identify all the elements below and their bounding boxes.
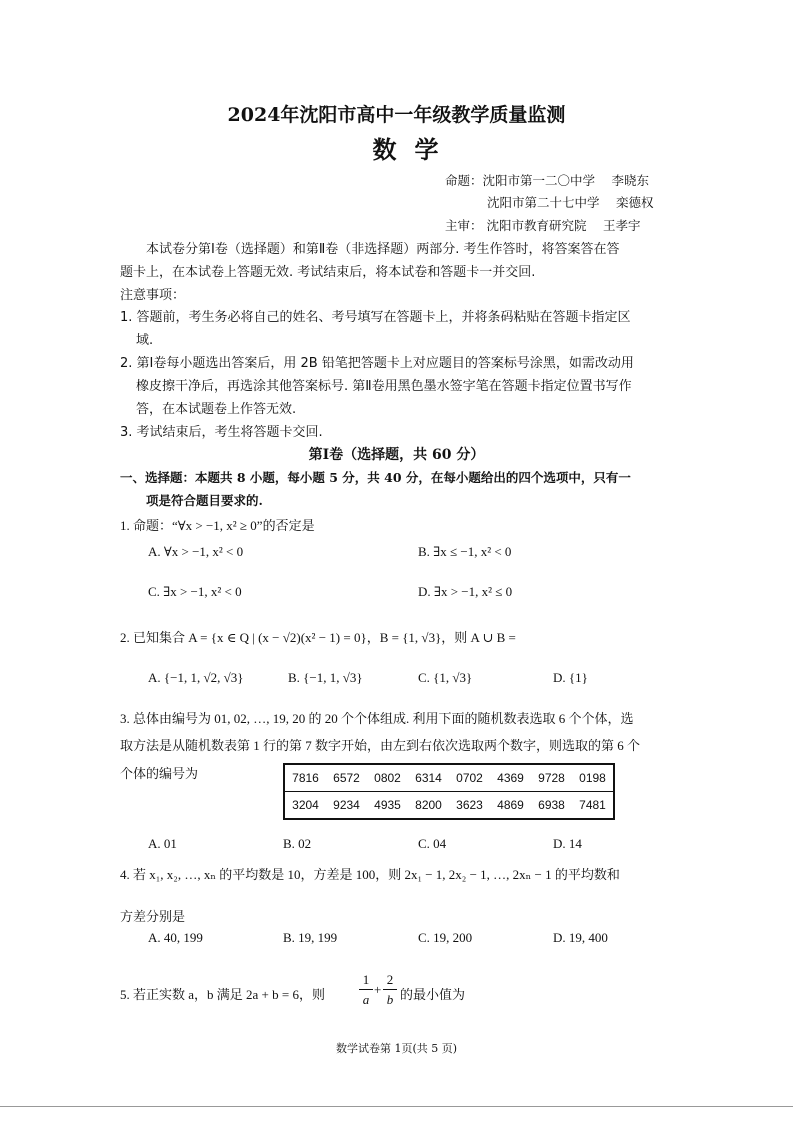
q3-stem-line-1: 3. 总体由编号为 01, 02, …, 19, 20 的 20 个个体组成. 利用下面的随机数表选取 6 个个体，选 <box>120 711 634 726</box>
q2-option-c: C. {1, √3} <box>418 670 473 685</box>
table-cell: 4869 <box>497 798 524 812</box>
q3-option-d: D. 14 <box>553 836 582 851</box>
q3-option-b: B. 02 <box>283 836 312 851</box>
q4-option-c: C. 19, 200 <box>418 930 473 945</box>
q5-frac1-den: a <box>362 992 370 1007</box>
author-line-1: 命题：沈阳市第一二〇中学 李晓东 <box>445 173 649 188</box>
table-cell: 9234 <box>333 798 360 812</box>
q4-stem-line-2: 方差分别是 <box>120 909 186 924</box>
note-2-line-2: 橡皮擦干净后，再选涂其他答案标号. 第Ⅱ卷用黑色墨水签字笔在答题卡指定位置书写作 <box>136 379 632 394</box>
q5-frac2-num: 2 <box>386 972 394 987</box>
table-cell: 6314 <box>408 764 449 792</box>
q3-stem-line-3: 个体的编号为 <box>120 766 199 781</box>
note-3: 3. 考试结束后，考生将答题卡交回. <box>120 425 323 440</box>
page-footer: 数学试卷第 1页(共 5 页) <box>335 1042 458 1055</box>
table-cell: 8200 <box>415 798 442 812</box>
table-cell: 4369 <box>490 764 531 792</box>
q2-option-b: B. {−1, 1, √3} <box>288 670 363 685</box>
note-1-line-1: 1. 答题前，考生务必将自己的姓名、考号填写在答题卡上，并将条码粘贴在答题卡指定区 <box>120 310 631 325</box>
reviewer-line: 主审： 沈阳市教育研究院 王孝宇 <box>445 218 641 233</box>
table-cell: 0802 <box>367 764 408 792</box>
table-cell: 0198 <box>572 764 614 792</box>
note-1-line-2: 域. <box>136 333 154 348</box>
q1-option-c: C. ∃x > −1, x² < 0 <box>148 584 242 599</box>
q4-option-b: B. 19, 199 <box>283 930 338 945</box>
q5-frac1-num: 1 <box>362 972 370 987</box>
table-cell: 4935 <box>374 798 401 812</box>
subject-title: 数学 <box>372 135 457 164</box>
q3-option-a: A. 01 <box>148 836 177 851</box>
table-row <box>284 792 614 820</box>
table-cell: 3623 <box>456 798 483 812</box>
q5-frac2-den: b <box>386 992 394 1007</box>
table-cell: 6572 <box>326 764 367 792</box>
notes-heading: 注意事项： <box>120 288 186 303</box>
q4-stem-line-1: 4. 若 x₁, x₂, …, xₙ 的平均数是 10，方差是 100，则 2x₁ − 1, 2x₂ − 1, …, 2xₙ − 1 的平均数和 <box>120 867 620 882</box>
table-row <box>284 764 614 792</box>
q5-plus: + <box>374 982 382 997</box>
table-cell: 9728 <box>531 764 572 792</box>
q2-stem: 2. 已知集合 A = {x ∈ Q | (x − √2)(x² − 1) = 0}，B = {1, √3}，则 A ∪ B = <box>120 630 516 645</box>
q1-option-d: D. ∃x > −1, x² ≤ 0 <box>418 584 513 599</box>
note-2-line-3: 答，在本试题卷上作答无效. <box>136 402 297 417</box>
table-cell: 6938 <box>538 798 565 812</box>
q3-stem-line-2: 取方法是从随机数表第 1 行的第 7 数字开始，由左到右依次选取两个数字，则选取的第 6 个 <box>120 738 641 753</box>
bottom-divider <box>0 1106 793 1107</box>
q5-stem-suffix: 的最小值为 <box>400 987 466 1002</box>
table-cell: 0702 <box>449 764 490 792</box>
q5-frac2-bar <box>383 989 397 990</box>
exam-title: 2024年沈阳市高中一年级教学质量监测 <box>227 104 566 126</box>
random-number-table <box>283 763 615 820</box>
section-1-desc-line-2: 项是符合题目要求的. <box>146 493 263 508</box>
table-cell: 7816 <box>284 764 326 792</box>
table-cell: 7481 <box>579 798 606 812</box>
note-2-line-1: 2. 第Ⅰ卷每小题选出答案后，用 2B 铅笔把答题卡上对应题目的答案标号涂黑，如需改动用 <box>120 356 634 371</box>
q1-stem: 1. 命题：“∀x > −1, x² ≥ 0”的否定是 <box>120 518 315 533</box>
intro-line-2: 题卡上，在本试卷上答题无效. 考试结束后，将本试卷和答题卡一并交回. <box>120 265 536 280</box>
author-line-2: 沈阳市第二十七中学 栾德权 <box>487 195 654 210</box>
q2-option-d: D. {1} <box>553 670 588 685</box>
q4-option-d: D. 19, 400 <box>553 930 608 945</box>
q4-option-a: A. 40, 199 <box>148 930 203 945</box>
q5-stem-prefix: 5. 若正实数 a，b 满足 2a + b = 6，则 <box>120 987 325 1002</box>
q2-option-a: A. {−1, 1, √2, √3} <box>148 670 244 685</box>
q3-option-c: C. 04 <box>418 836 447 851</box>
intro-line-1: 本试卷分第Ⅰ卷（选择题）和第Ⅱ卷（非选择题）两部分. 考生作答时，将答案答在答 <box>146 242 620 257</box>
section-1-title: 第Ⅰ卷（选择题，共 60 分） <box>308 447 485 463</box>
table-cell: 3204 <box>292 798 319 812</box>
q1-option-a: A. ∀x > −1, x² < 0 <box>148 544 244 559</box>
section-1-desc-line-1: 一、选择题：本题共 8 小题，每小题 5 分，共 40 分，在每小题给出的四个选项中，只有一 <box>120 470 631 485</box>
q1-option-b: B. ∃x ≤ −1, x² < 0 <box>418 544 512 559</box>
q5-frac1-bar <box>359 989 373 990</box>
